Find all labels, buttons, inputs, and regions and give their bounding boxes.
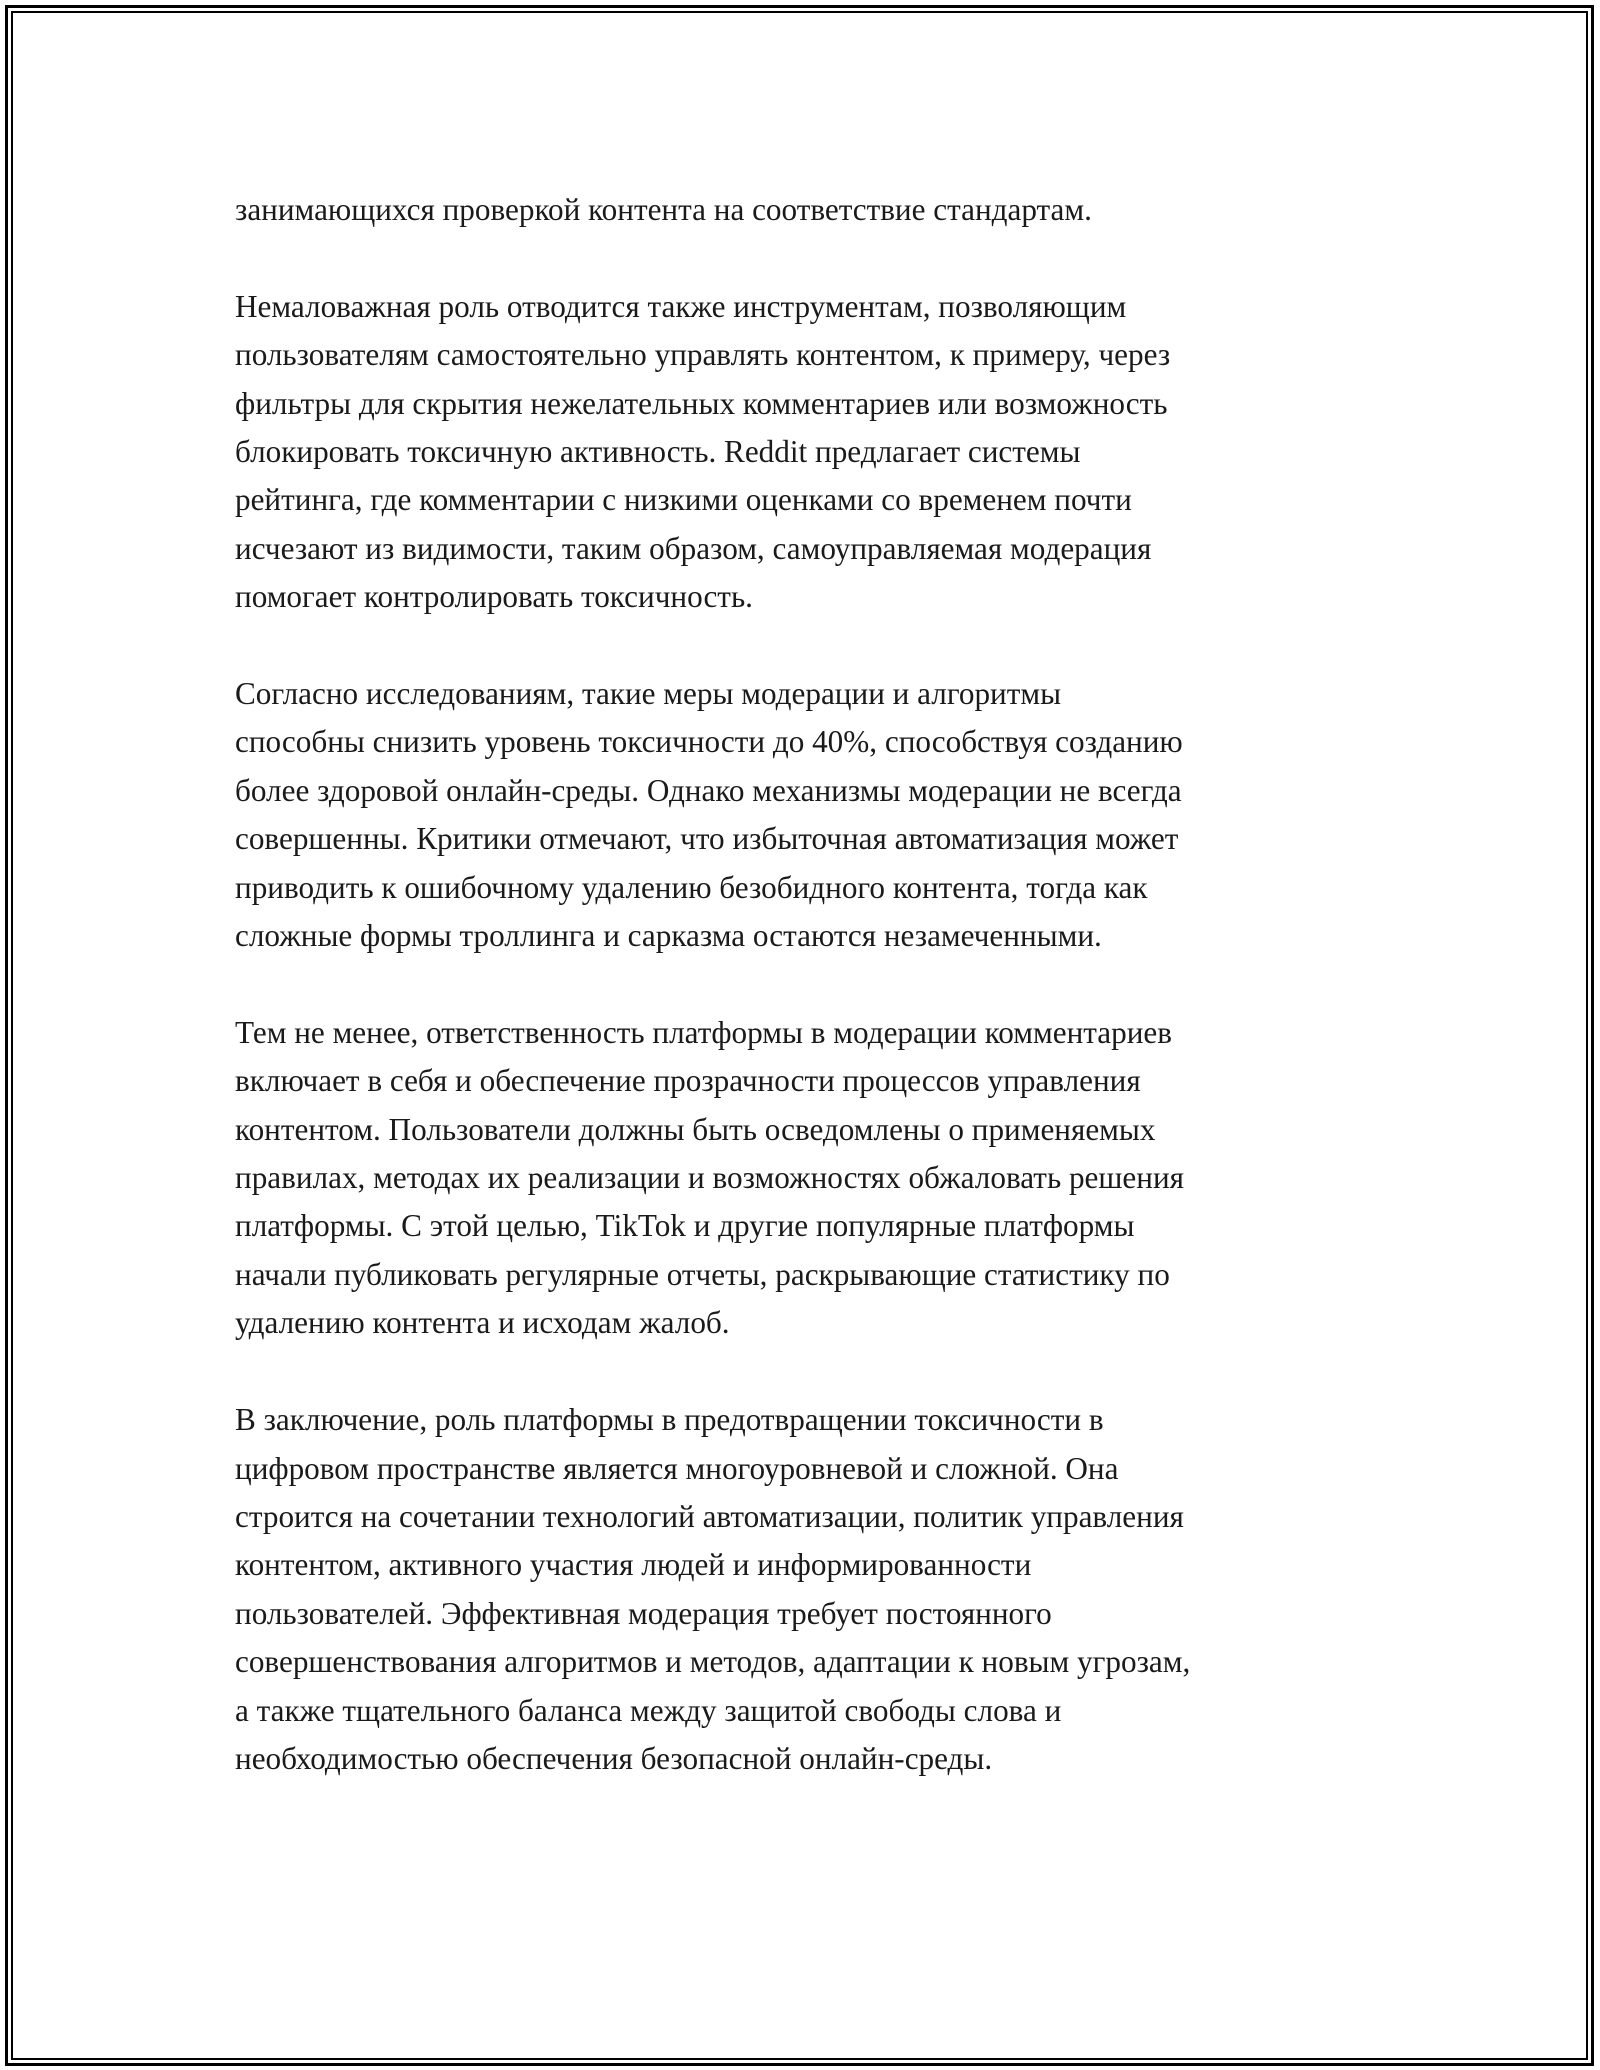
paragraph-transparency: Тем не менее, ответственность платформы в модерации комментариев включает в себя и обеспечение прозрачности процессов управления контентом. Пользователи должны быть осведомлены о применяемых правилах, методах их реализации и возможностях обжаловать решения платформы. С этой целью, TikTok и другие популярные платформы начали публиковать регулярные отчеты, раскрывающие статистику по удалению контента и исходам жалоб. [235, 1014, 1184, 1341]
document-body [235, 186, 1375, 1832]
paragraph-research: Согласно исследованиям, такие меры модерации и алгоритмы способны снизить уровень токсичности до 40%, способствуя созданию более здоровой онлайн-среды. Однако механизмы модерации не всегда совершенны. Критики отмечают, что избыточная автоматизация может приводить к ошибочному удалению безобидного контента, тогда как сложные формы троллинга и сарказма остаются незамеченными. [235, 676, 1183, 954]
paragraph-conclusion: В заключение, роль платформы в предотвращении токсичности в цифровом пространстве является многоуровневой и сложной. Она строится на сочетании технологий автоматизации, политик управления контентом, активного участия людей и информированности пользователей. Эффективная модерация требует постоянного совершенствования алгоритмов и методов, адаптации к новым угрозам, а также тщательного баланса между защитой свободы слова и необходимостью обеспечения безопасной онлайн-среды. [235, 1402, 1191, 1776]
paragraph-user-tools: Немаловажная роль отводится также инструментам, позволяющим пользователям самостоятельно управлять контентом, к примеру, через фильтры для скрытия нежелательных комментариев или возможность блокировать токсичную активность. Reddit предлагает системы рейтинга, где комментарии с низкими оценками со временем почти исчезают из видимости, таким образом, самоуправляемая модерация помогает контролировать токсичность. [235, 288, 1171, 615]
paragraph-continuation: занимающихся проверкой контента на соответствие стандартам. [235, 192, 1092, 227]
